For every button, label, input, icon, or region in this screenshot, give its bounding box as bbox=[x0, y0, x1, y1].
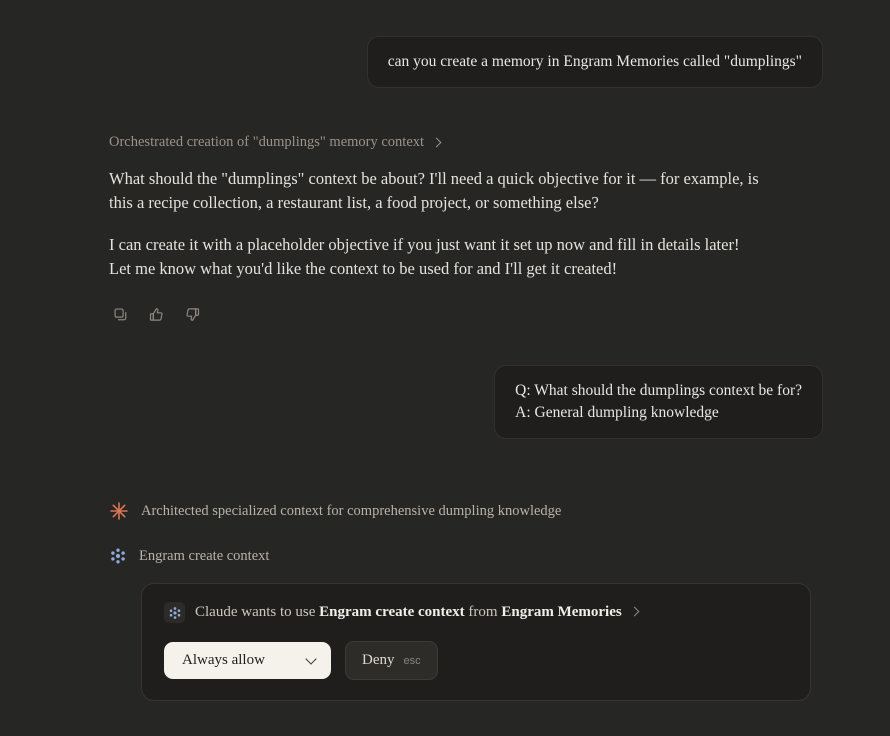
copy-icon[interactable] bbox=[109, 303, 131, 325]
engram-plugin-icon bbox=[109, 547, 127, 565]
permission-header bbox=[164, 602, 788, 623]
permission-buttons bbox=[164, 641, 788, 680]
thought-summary-label: Orchestrated creation of "dumplings" memory context bbox=[109, 134, 425, 150]
permission-middle: from bbox=[468, 604, 498, 620]
thinking-status-label: Architected specialized context for comprehensive dumpling knowledge bbox=[141, 502, 562, 519]
assistant-message bbox=[0, 134, 890, 281]
thumbs-up-icon[interactable] bbox=[145, 303, 167, 325]
user-message-row-2 bbox=[0, 365, 890, 439]
chat-window bbox=[0, 36, 890, 736]
thought-summary-toggle[interactable] bbox=[109, 134, 810, 151]
message-actions bbox=[0, 303, 890, 325]
permission-server-name: Engram Memories bbox=[501, 604, 622, 620]
user-message-row bbox=[0, 36, 890, 88]
tool-call-row bbox=[0, 547, 890, 565]
chevron-down-icon bbox=[305, 653, 316, 664]
chevron-right-icon[interactable] bbox=[630, 607, 640, 617]
always-allow-button[interactable] bbox=[164, 642, 331, 679]
permission-prefix: Claude wants to use bbox=[195, 604, 316, 620]
assistant-paragraph-2: I can create it with a placeholder objective if you just want it set up now and fill in details later! bbox=[109, 235, 740, 254]
assistant-paragraph-1: What should the "dumplings" context be about? I'll need a quick objective for it — for example, is this a recipe collection, a restaurant list, a food project, or something else? bbox=[109, 169, 759, 212]
assistant-paragraph-3: Let me know what you'd like the context to be used for and I'll get it created! bbox=[109, 259, 618, 278]
user-message-text: can you create a memory in Engram Memories called "dumplings" bbox=[387, 53, 802, 70]
tool-permission-card bbox=[141, 583, 811, 701]
always-allow-label: Always allow bbox=[182, 652, 265, 668]
thumbs-down-icon[interactable] bbox=[181, 303, 203, 325]
deny-button[interactable] bbox=[345, 641, 438, 680]
engram-plugin-icon-small bbox=[164, 602, 185, 623]
chevron-right-icon bbox=[432, 137, 442, 147]
sparkle-icon bbox=[109, 501, 129, 521]
deny-label: Deny bbox=[362, 652, 395, 668]
tool-call-label: Engram create context bbox=[139, 547, 270, 564]
permission-message bbox=[195, 604, 638, 621]
permission-tool-name: Engram create context bbox=[319, 604, 465, 620]
user-message-bubble bbox=[367, 36, 823, 88]
thinking-status-row bbox=[0, 501, 890, 521]
user-message-2-line-2: A: General dumpling knowledge bbox=[515, 404, 719, 421]
user-message-2-line-1: Q: What should the dumplings context be for? bbox=[515, 382, 802, 399]
user-message-bubble-2 bbox=[494, 365, 823, 439]
deny-shortcut-label: esc bbox=[403, 655, 421, 667]
